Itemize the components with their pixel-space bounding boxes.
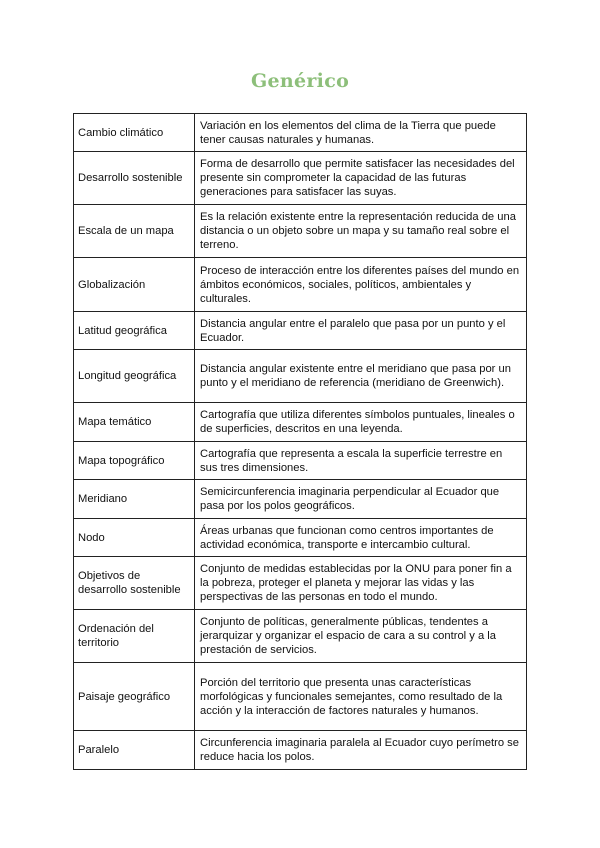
definition-cell: Distancia angular existente entre el meridiano que pasa por un punto y el meridiano de referencia (meridiano de Greenwich). — [195, 350, 527, 403]
table-row — [74, 480, 527, 519]
term-cell: Paralelo — [74, 731, 195, 770]
term-cell: Latitud geográfica — [74, 312, 195, 350]
definition-cell: Conjunto de medidas establecidas por la ONU para poner fin a la pobreza, proteger el planeta y mejorar las vidas y las perspectivas de las personas en todo el mundo. — [195, 557, 527, 610]
term-cell: Objetivos de desarrollo sostenible — [74, 557, 195, 610]
table-row — [74, 152, 527, 205]
term-cell: Desarrollo sostenible — [74, 152, 195, 205]
definition-cell: Forma de desarrollo que permite satisfacer las necesidades del presente sin comprometer la capacidad de las futuras generaciones para satisfacer las suyas. — [195, 152, 527, 205]
glossary-table — [73, 113, 527, 770]
definition-cell: Porción del territorio que presenta unas características morfológicas y funcionales semejantes, como resultado de la acción y la interacción de factores naturales y humanos. — [195, 663, 527, 731]
table-row — [74, 350, 527, 403]
table-row — [74, 663, 527, 731]
term-cell: Mapa topográfico — [74, 442, 195, 480]
definition-cell: Áreas urbanas que funcionan como centros importantes de actividad económica, transporte e intercambio cultural. — [195, 519, 527, 557]
definition-cell: Cartografía que representa a escala la superficie terrestre en sus tres dimensiones. — [195, 442, 527, 480]
table-row — [74, 114, 527, 152]
definition-cell: Conjunto de políticas, generalmente públicas, tendentes a jerarquizar y organizar el espacio de cara a su control y a la prestación de servicios. — [195, 610, 527, 663]
table-row — [74, 519, 527, 557]
term-cell: Globalización — [74, 258, 195, 312]
definition-cell: Semicircunferencia imaginaria perpendicular al Ecuador que pasa por los polos geográficos. — [195, 480, 527, 519]
table-row — [74, 731, 527, 770]
definition-cell: Es la relación existente entre la representación reducida de una distancia o un objeto sobre un mapa y su tamaño real sobre el terreno. — [195, 205, 527, 258]
table-row — [74, 442, 527, 480]
definition-cell: Variación en los elementos del clima de la Tierra que puede tener causas naturales y humanas. — [195, 114, 527, 152]
definition-cell: Proceso de interacción entre los diferentes países del mundo en ámbitos económicos, sociales, políticos, ambientales y culturales. — [195, 258, 527, 312]
table-row — [74, 557, 527, 610]
term-cell: Meridiano — [74, 480, 195, 519]
term-cell: Mapa temático — [74, 403, 195, 442]
term-cell: Escala de un mapa — [74, 205, 195, 258]
table-row — [74, 205, 527, 258]
definition-cell: Cartografía que utiliza diferentes símbolos puntuales, lineales o de superficies, descritos en una leyenda. — [195, 403, 527, 442]
table-row — [74, 403, 527, 442]
page-title: Genérico — [250, 70, 350, 92]
term-cell: Cambio climático — [74, 114, 195, 152]
table-row — [74, 610, 527, 663]
definition-cell: Distancia angular entre el paralelo que pasa por un punto y el Ecuador. — [195, 312, 527, 350]
term-cell: Paisaje geográfico — [74, 663, 195, 731]
term-cell: Ordenación del territorio — [74, 610, 195, 663]
term-cell: Nodo — [74, 519, 195, 557]
table-row — [74, 312, 527, 350]
table-row — [74, 258, 527, 312]
term-cell: Longitud geográfica — [74, 350, 195, 403]
definition-cell: Circunferencia imaginaria paralela al Ecuador cuyo perímetro se reduce hacia los polos. — [195, 731, 527, 770]
